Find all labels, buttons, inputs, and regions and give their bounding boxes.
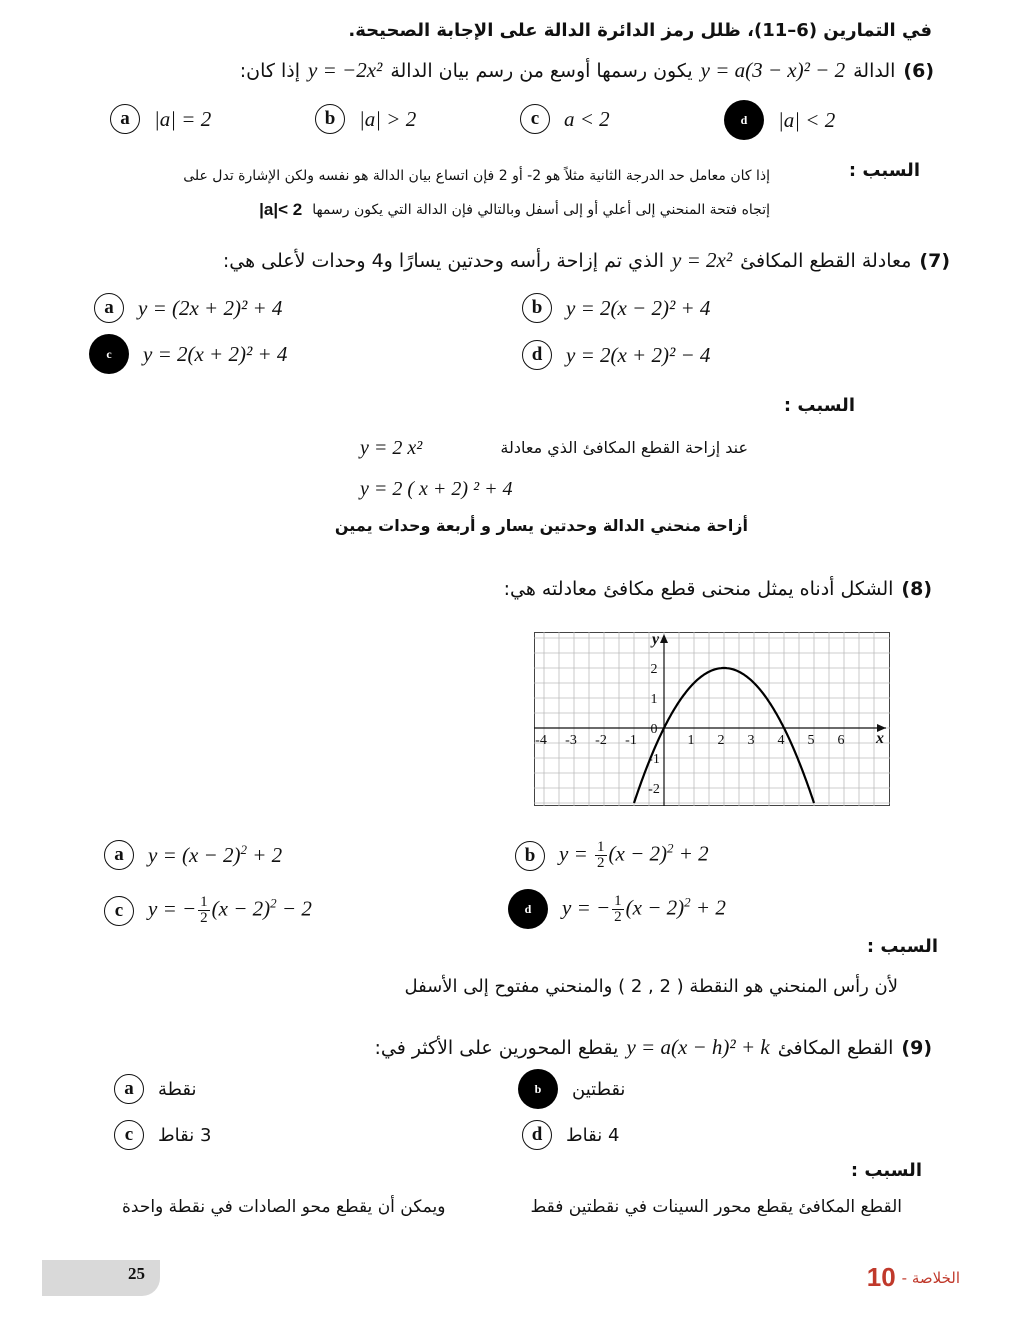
- q7-text-a: معادلة القطع المكافئ: [740, 249, 912, 272]
- q9-reason-left: ويمكن أن يقطع محو الصادات في نقطة واحدة: [122, 1197, 446, 1217]
- q8-text: الشكل أدناه يمثل منحنى قطع مكافئ معادلته هي:: [503, 578, 894, 600]
- y-tick-label: -2: [648, 782, 660, 797]
- q8-option-c[interactable]: [104, 895, 312, 926]
- q7-reason-line1-text: عند إزاحة القطع المكافئ الذي معادلة: [500, 438, 748, 457]
- q8-option-a[interactable]: [104, 840, 282, 870]
- x-tick-label: -2: [595, 733, 607, 748]
- y-tick-label: 0: [650, 722, 658, 737]
- q7-text-b: الذي تم إزاحة رأسه وحدتين يسارًا و4 وحدات لأعلى هي:: [222, 249, 664, 272]
- x-tick-label: 1: [687, 733, 695, 748]
- q7-option-b[interactable]: [522, 293, 710, 323]
- x-tick-label: -1: [625, 733, 637, 748]
- q7-reason-line2-math: y = 2 ( x + 2) ² + 4: [360, 478, 513, 500]
- q6-reason-line2-row: [259, 200, 770, 220]
- footer-section-number: 10: [866, 1262, 896, 1292]
- option-circle[interactable]: c: [104, 896, 134, 926]
- q9-text-b: يقطع المحورين على الأكثر في:: [374, 1036, 619, 1059]
- q6-text-b: يكون رسمها أوسع من رسم بيان الدالة: [390, 59, 693, 82]
- q9-text-a: القطع المكافئ: [777, 1036, 894, 1059]
- q7-formula: y = 2x²: [672, 248, 733, 272]
- q7-option-a[interactable]: [94, 293, 282, 323]
- q6-option-a[interactable]: [110, 104, 211, 134]
- x-tick-label: 6: [837, 733, 845, 748]
- q7-option-c[interactable]: [89, 334, 287, 374]
- q6-formula2: y = −2x²: [308, 58, 383, 82]
- q9-reason-label: السبب :: [850, 1160, 922, 1181]
- q7-reason-line3: أزاحة منحني الدالة وحدتين يسار و أربعة وحدات يمين: [334, 516, 748, 535]
- y-tick-label: 2: [650, 662, 658, 677]
- option-text: y = 2(x − 2)² + 4: [566, 295, 711, 320]
- q8-question: [504, 578, 932, 600]
- option-circle[interactable]: b: [515, 841, 545, 871]
- q7-reason-label: السبب :: [783, 395, 855, 416]
- q6-reason-tail: |a|< 2: [259, 200, 303, 219]
- option-text: 3 نقاط: [158, 1124, 212, 1146]
- y-tick-label: -1: [648, 752, 660, 767]
- option-circle[interactable]: d: [522, 1120, 552, 1150]
- q6-reason-line1: إذا كان معامل حد الدرجة الثانية مثلاً هو 2- أو 2 فإن اتساع بيان الدالة هو نفسه ولكن الإشارة تدل على: [183, 168, 770, 184]
- option-text: y = − $\frac{1}{2}$ $(x - 2)^2 - 2$: [148, 894, 312, 926]
- q9-number: (9): [901, 1036, 932, 1059]
- option-text: $y = (x - 2)^2 + 2$: [148, 842, 283, 867]
- y-axis-label: y: [652, 632, 660, 648]
- page-number: 25: [128, 1264, 145, 1283]
- q6-reason-label: السبب :: [848, 160, 920, 181]
- q9-question: [374, 1035, 932, 1060]
- graph-frame: [535, 633, 890, 806]
- q9-option-a[interactable]: [114, 1074, 197, 1104]
- q6-option-c[interactable]: [520, 104, 610, 134]
- q6-reason-line2: إتجاه فتحة المنحني إلى أعلي أو إلى أسفل وبالتالي فإن الدالة التي يكون رسمها: [312, 202, 770, 218]
- option-circle-selected[interactable]: b: [518, 1069, 558, 1109]
- q7-option-d[interactable]: [522, 340, 710, 370]
- option-circle[interactable]: c: [520, 104, 550, 134]
- x-tick-label: -3: [565, 733, 577, 748]
- option-text: a < 2: [564, 106, 610, 131]
- option-text: نقطة: [158, 1078, 197, 1100]
- option-circle[interactable]: a: [94, 293, 124, 323]
- option-circle[interactable]: c: [114, 1120, 144, 1150]
- x-tick-label: 2: [717, 733, 725, 748]
- option-circle[interactable]: b: [522, 293, 552, 323]
- q8-number: (8): [901, 578, 932, 600]
- option-circle-selected[interactable]: c: [89, 334, 129, 374]
- option-text: نقطتين: [572, 1078, 626, 1100]
- option-circle[interactable]: b: [315, 104, 345, 134]
- footer-section: [867, 1262, 960, 1293]
- option-circle[interactable]: a: [114, 1074, 144, 1104]
- option-text: y = 2(x + 2)² + 4: [143, 341, 288, 366]
- q9-option-d[interactable]: [522, 1120, 619, 1150]
- q9-reason-right: القطع المكافئ يقطع محور السينات في نقطتين فقط: [530, 1197, 902, 1217]
- y-tick-label: 1: [650, 692, 658, 707]
- option-circle-selected[interactable]: d: [724, 100, 764, 140]
- q8-option-d[interactable]: [508, 889, 726, 929]
- option-circle-selected[interactable]: d: [508, 889, 548, 929]
- q6-option-b[interactable]: [315, 104, 416, 134]
- option-circle[interactable]: d: [522, 340, 552, 370]
- q7-reason-line1-math: y = 2 x²: [360, 437, 423, 459]
- option-circle[interactable]: a: [104, 840, 134, 870]
- q8-reason-line: لأن رأس المنحني هو النقطة ( 2 , 2 ) والمنحني مفتوح إلى الأسفل: [404, 976, 898, 997]
- q6-question: [240, 58, 934, 83]
- q6-text-a: الدالة: [853, 59, 896, 82]
- q6-number: (6): [903, 59, 934, 82]
- option-text: y = − $\frac{1}{2}$ $(x - 2)^2 + 2$: [562, 892, 726, 925]
- x-axis-label: x: [876, 730, 884, 747]
- x-tick-label: 4: [777, 733, 785, 748]
- q8-option-b[interactable]: [515, 840, 709, 871]
- option-text: y = (2x + 2)² + 4: [138, 295, 283, 320]
- q6-text-c: إذا كان:: [239, 59, 301, 82]
- x-tick-label: -4: [535, 733, 547, 748]
- option-text: |a| < 2: [778, 107, 836, 132]
- x-tick-label: 3: [747, 733, 755, 748]
- instruction-text: في التمارين (6–11)، ظلل رمز الدائرة الدالة على الإجابة الصحيحة.: [348, 20, 932, 41]
- q9-option-c[interactable]: [114, 1120, 211, 1150]
- q6-formula1: y = a(3 − x)² − 2: [700, 58, 846, 82]
- q7-question: [223, 248, 950, 273]
- option-text: y = $\frac{1}{2}$ $(x - 2)^2 + 2$: [559, 839, 709, 871]
- q7-number: (7): [919, 249, 950, 272]
- option-text: |a| > 2: [359, 106, 417, 131]
- q8-reason-label: السبب :: [866, 936, 938, 957]
- q6-option-d[interactable]: [724, 100, 835, 140]
- option-text: |a| = 2: [154, 106, 212, 131]
- x-tick-label: 5: [807, 733, 815, 748]
- q9-option-b[interactable]: [518, 1069, 625, 1109]
- footer-section-label: الخلاصة -: [901, 1268, 960, 1287]
- q9-formula: y = a(x − h)² + k: [626, 1035, 770, 1059]
- option-circle[interactable]: a: [110, 104, 140, 134]
- option-text: y = 2(x + 2)² − 4: [566, 342, 711, 367]
- option-text: 4 نقاط: [566, 1124, 620, 1146]
- parabola-graph: [534, 632, 890, 806]
